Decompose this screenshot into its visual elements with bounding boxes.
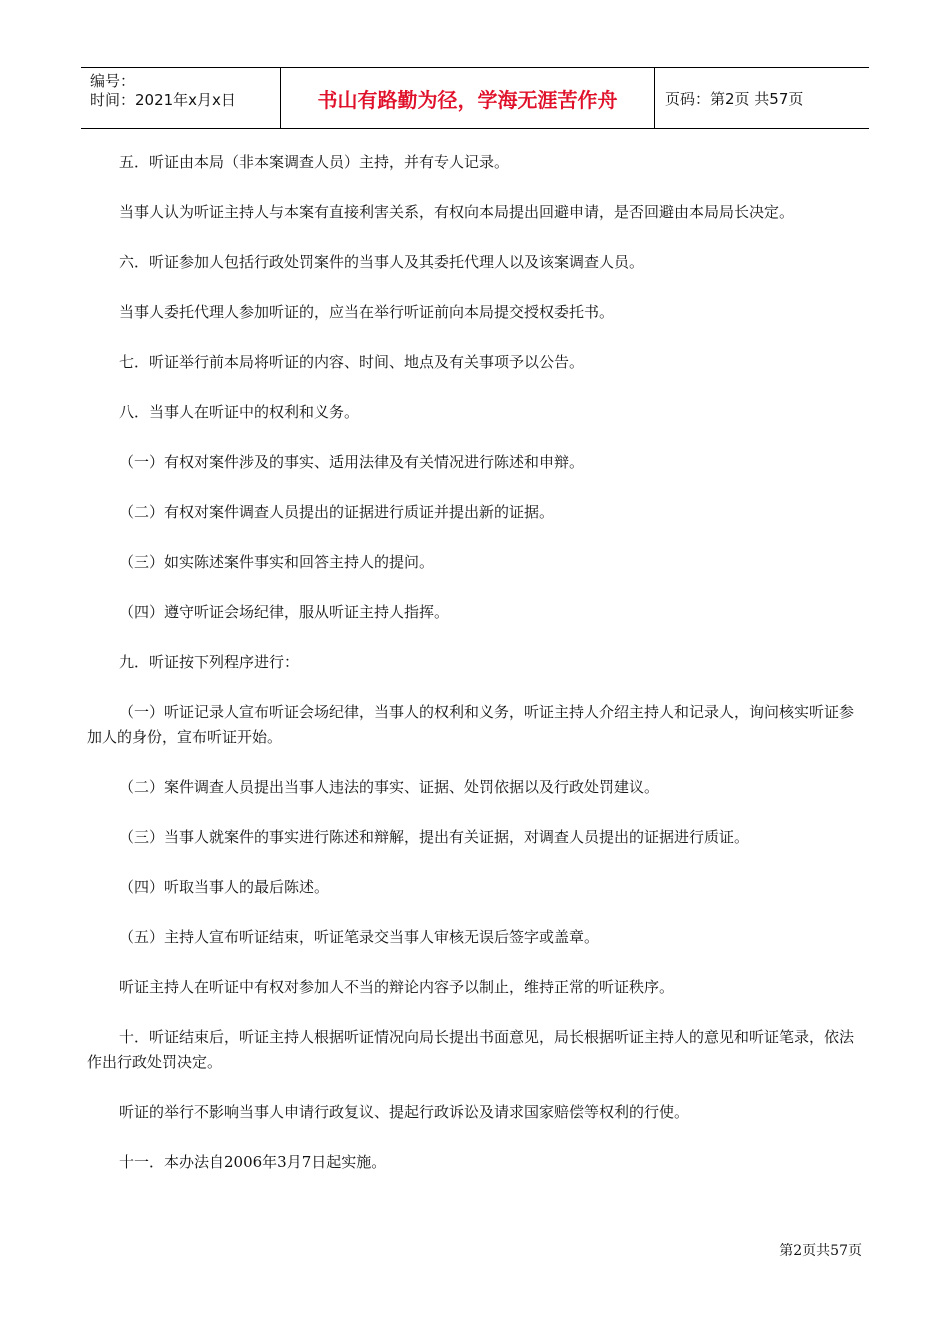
paragraph: 六．听证参加人包括行政处罚案件的当事人及其委托代理人以及该案调查人员。 [119,253,645,271]
paragraph: （三）当事人就案件的事实进行陈述和辩解，提出有关证据，对调查人员提出的证据进行质证。 [119,828,750,846]
paragraph: 听证的举行不影响当事人申请行政复议、提起行政诉讼及请求国家赔偿等权利的行使。 [119,1103,690,1121]
paragraph: （三）如实陈述案件事实和回答主持人的提问。 [119,553,435,571]
paragraph: （四）遵守听证会场纪律，服从听证主持人指挥。 [119,603,450,621]
paragraph: （五）主持人宣布听证结束，听证笔录交当事人审核无误后签字或盖章。 [119,928,600,946]
paragraph: （二）有权对案件调查人员提出的证据进行质证并提出新的证据。 [119,503,555,521]
paragraph: 八．当事人在听证中的权利和义务。 [119,403,360,421]
page-header [81,67,869,129]
doc-number: 编号： [90,72,136,90]
paragraph: 五．听证由本局（非本案调查人员）主持，并有专人记录。 [119,153,510,171]
page-footer: 第2页共57页 [779,1243,862,1259]
paragraph: （一）有权对案件涉及的事实、适用法律及有关情况进行陈述和申辩。 [119,453,585,471]
header-motto: 书山有路勤为径，学海无涯苦作舟 [281,68,655,128]
paragraph: 七．听证举行前本局将听证的内容、时间、地点及有关事项予以公告。 [119,353,585,371]
header-meta [81,68,281,128]
paragraph: 听证主持人在听证中有权对参加人不当的辩论内容予以制止，维持正常的听证秩序。 [119,978,675,996]
paragraph: 九．听证按下列程序进行： [119,653,300,671]
document-body [87,150,865,1200]
paragraph: （四）听取当事人的最后陈述。 [119,878,330,896]
doc-time: 时间：2021年x月x日 [90,91,236,109]
paragraph: （二）案件调查人员提出当事人违法的事实、证据、处罚依据以及行政处罚建议。 [119,778,660,796]
paragraph: （一）听证记录人宣布听证会场纪律，当事人的权利和义务，听证主持人介绍主持人和记录人，询问核实听证参加人的身份，宣布听证开始。 [87,703,855,746]
paragraph: 当事人委托代理人参加听证的，应当在举行听证前向本局提交授权委托书。 [119,303,615,321]
header-page-info: 页码：第2页 共57页 [665,89,804,108]
paragraph: 十一．本办法自2006年3月7日起实施。 [119,1153,387,1171]
paragraph: 当事人认为听证主持人与本案有直接利害关系，有权向本局提出回避申请，是否回避由本局局长决定。 [119,203,795,221]
paragraph: 十．听证结束后，听证主持人根据听证情况向局长提出书面意见，局长根据听证主持人的意见和听证笔录，依法作出行政处罚决定。 [87,1028,855,1071]
